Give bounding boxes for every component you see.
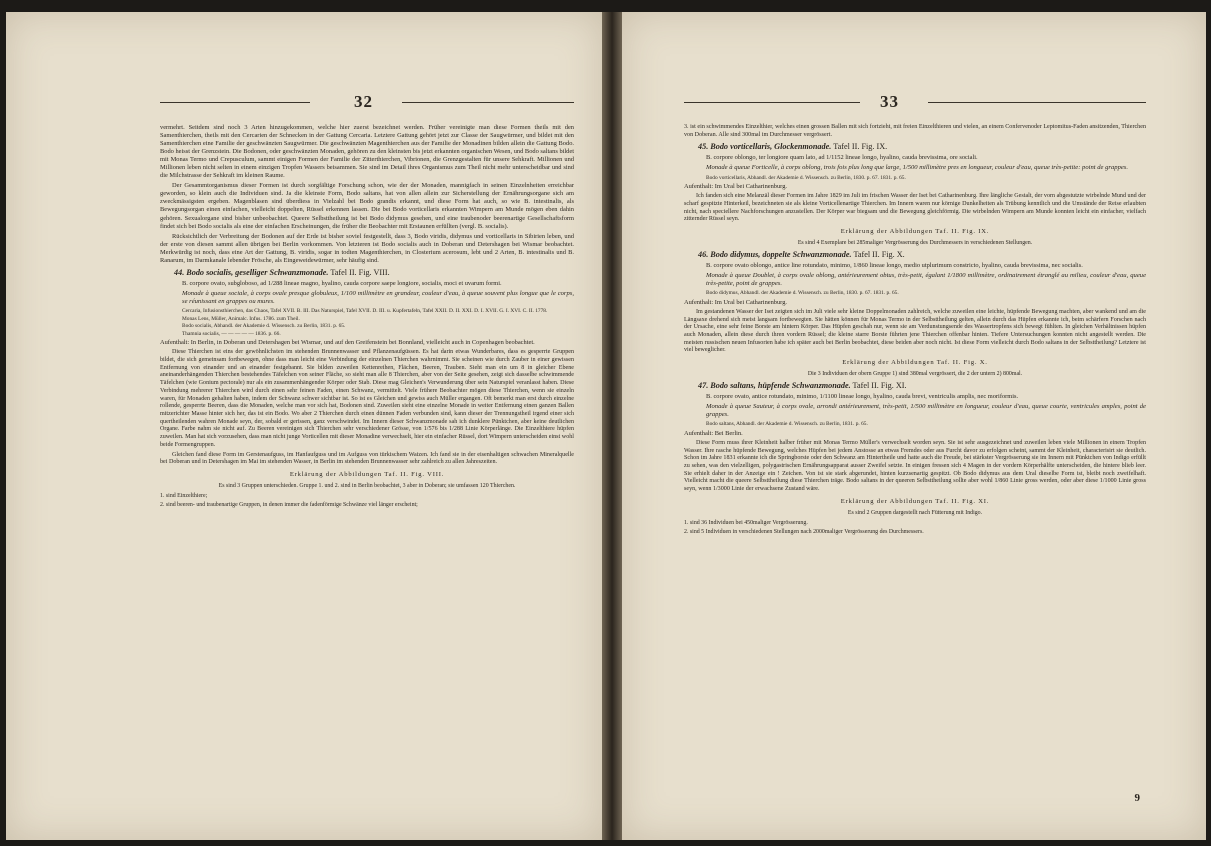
literature-reference: Cercaria, Infusionsthierchen, das Chaos, Tafel XVII. B. III. Das Naturspiel, Tafel XVII. D. III. u. Kupfertafeln, Tafel XXII. D. II. XXI. D. I. XVII. G. I. XVI. C. II. 1778. [182,307,548,314]
right-page [622,12,1206,840]
figure-explanation: Es sind 2 Gruppen dargestellt nach Fütterung mit Indigo. [847,509,983,516]
section-heading-44 [174,268,574,278]
figure-explanation: Die 3 Individuen der obern Gruppe 1) sind 380mal vergrössert, die 2 der untern 2) 800mal. [807,371,1023,378]
left-page-header [6,92,602,114]
paragraph: Gleichen fand diese Form im Gerstenaufguss, im Hanfaufguss und im Aufguss von türkischem Waizen. Ich fand sie in der eisenhaltigen schwachen Mineralquelle bei Doberan und in Detershagen im Mai im stehenden Wasser, in Berlin im stehenden Brunnenwasser sehr zahlreich zu allen Jahreszeiten. [160,451,574,466]
paragraph: Rücksichtlich der Verbreitung der Bodonen auf der Erde ist bisher soviel festgestellt, dass 3, Bodo viridis, didymus und vorticellaris in Sibirien leben, und der erste von diesen sammt allen übrigen bei Berlin vorkommen. Von letzteren ist Bodo socialis auch in Doberan und Detershagen bei Wismar beobachtet. Merkwürdig ist noch, dass eine Art der Gattung, B. viridis, sogar in todten Magenthierchen, in Closterium acerosum, lebt und 2 Arten, B. intestinalis und B. Ranarum, im Darmkanale lebender Frösche, als Eingeweidewürmer, sehr häufig sind. [160,232,574,264]
latin-diagnosis: B. corpore ovato, subgloboso, ad 1/288 lineae magno, hyalino, cauda corpore saepe longiore, socialis, moci et uvarum formi. [182,279,502,287]
habitat: Aufenthalt: In Berlin, in Doberan und Detershagen bei Wismar, und auf den Greifenstein bei Bonnland, vielleicht auch in Copenhagen beobachtet. [160,339,535,347]
plate-reference: Tafel II. Fig. XI. [852,381,907,391]
section-title: 46. Bodo didymus, doppelte Schwanzmonade. [698,250,852,260]
paragraph: Diese Form muss ihrer Kleinheit halber früher mit Monas Termo Müller's verwechselt worden seyn. Sie ist sehr ausgezeichnet und zuweilen leben viele Millionen in einem Tropfen Wasser. Ihre rasche hüpfende Bewegung, welches Hüpfen bei jedem Anstosse an etwas Fremdes oder aus Furcht davor zu erfolgen scheint, sammt der Kleinheit, characterisirt sie deutlich. Schon im Jahre 1831 erkannte ich die Springborste oder den Schwanz am Hintertheile und hatte auch die Freude, bei stärkster Vergrösserung sie im Innern mit Pünktchen von Indigo erfüllt zu sehen, was den vielzelligen, polygastrischen Ernährungsapparat ausser Zweifel setzte. In einigen fressen sich 4 Magen in der vordern Körperhälfte unterscheiden, die hintere blieb leer. Sie erhielt daher in der Anzeige ein ! Zeichen. Von ist sie stark abgerundet, hinten kurzsenartig gespitzt. Ob Bodo didymus aus dem Ural dieselbe Form ist, bleibt noch zweifelhaft. Vielleicht macht die queere Selbsttheilung diese Thierchen träge. Bodo saltans in der queeren Selbsttheilung sollte aber wohl 1/860 Linie gross werden, oder aber diese 1/1000 Linie gross seyn, wenn 1/3000 Linie der erwachsene Zustand wäre. [684,439,1146,493]
french-diagnosis: Monade à queue Sauteur, à corps ovale, arrondi antérieurement, très-petit, 1/500 millimètre en longueur, couleur d'eau, queue courte, ventricules amples, point de grappes. [706,403,1146,419]
list-item: 1. sind Einzelthiere; [160,493,208,499]
section-heading-45 [698,142,1146,152]
french-diagnosis: Monade à queue Doublet, à corps ovale oblong, antérieurement obtus, très-petit, égalant 1/1800 millimètre, ordinairement étranglé au milieu, couleur d'eau, queue très-petite, point de grappes. [706,272,1146,288]
page-number: 32 [348,92,379,112]
section-title: 44. Bodo socialis, geselliger Schwanzmonade. [174,267,329,277]
left-text-column [160,124,574,510]
printer-signature: 9 [1134,792,1140,804]
paragraph: vermehrt. Seitdem sind noch 3 Arten hinzugekommen, welche hier zuerst bezeichnet werden. Früher vereinigte man diese Formen theils mit den Samenthierchen, theils mit den Cercarien der Schnecken in der Gattung Cercaria. Letztere Gattung gehört jetzt zur Classe der Saugwürmer, und bildet mit den Samenthierchen eine Familie der geschwänzten Saugwürmer. Die geschwänzten Magenthierchen aus der Familie der Monadinen bilden allein die Gattung Bodo. Bodo heisst der Grenzstein. Die Bodonen, oder geschwänzten Monaden, gehören zu den kleinsten bis jetzt erkannten organischen Wesen, und Bodo saltans bildet mit Monas Termo und Crepusculum, sammt einigen Formen der Familie der Zitterthierchen, Vibrionen, die Grenzgestalten für unsere Sehkraft. Millionen und Millionen leben nicht selten in einem einzigen Tropfen Wassers beisammen. Sie sind im Detail ihres Organismus zum Theil nicht mehr unterscheidbar und sind die Milchstrasse der Sehkraft im kleinen Raume. [160,124,574,180]
paragraph: Diese Thierchen ist eins der gewöhnlichsten im stehenden Brunnenwasser und Pflanzenaufgüssen. Es hat darin etwas Wunderbares, dass es gesperrte Gruppen bildet, die sich gemeinsam fortbewegen, ohne dass man leicht eine Verbindung der einzelnen Thierchen wahrnimmt. Sie scheinen wie durch Zauber in einer gewissen Entfernung von einander und an einander festgebannt. Sie bilden zuweilen Kettenreihen, Flächen, Beeren, Trauben. Sieht man ein um 8 in gleicher Ebene aneinanderhängenden Thierchen bestehendes Täfelchen von seiner Fläche, so sieht man alle 8 Thierchen, aber von der Seite gesehen, zeigt sich dasselbe schwimmende Täfelchen (wie Gonium pectorale) nur als ein zusammenhängender Körper oder Stab. Diese mag Gleichen's Verwunderung über sein Naturspiel veranlasst haben. Diese Verbindung mehrerer Thierchen wird durch einen sehr feinen Faden, einen Schwanz, vermittelt. Viele frühere Beobachter mögen diese Thierchen, wenn sie einzeln waren, für Monaden gehalten haben, indem der Schwanz schwer sichtbar ist. So ist es Gleichen und gewiss auch Müller ergangen. Oft bemerkt man erst durch einzelne rollende, gesperrte Beeren, dass die Monaden, welche man vor sich hat, Bodonen sind. Zuweilen sieht eine einzelne Monade in weiter Entfernung einen ganzen Ballen mitzerichter Masse hinter sich her, das ist ein Bodo. Wo aber 2 Thierchen durch einen dünnen Faden verbunden sind, kann dieser der Trennungstheil irgend einer sich quertheilenden wahren Monade seyn, der, sobald er gerissen, ganz verschwindet. Im Innern dieser Schwanzmonade sah ich dunklere Pünktchen, aber keine deutlichen Organe. Farbe nahm sie nicht auf. Zu Beeren vereinigen sich Thierchen sehr verschiedener Grösse, von 1/576 bis 1/288 Linie Körperlänge. Die Einzelthiere hüpfen zuweilen. Man hat sich vorzusehen, dass man nicht junge Vorticellen mit dieser Monadine verwechselt, hier ein einfacher Rüssel, dort Wimpern unterscheiden einst wohl beide Formengruppen. [160,349,574,448]
latin-diagnosis: B. corpore ovato oblongo, antice line rotundato, minimo, 1/860 lineae longo, medio utplurimum constricto, hyalino, cauda brevissima, nec socialis. [706,262,1083,270]
paragraph: Ich fanden sich eine Melanzäl dieser Formen im Jahre 1829 im Juli im frischen Wasser der Iset bei Catharinenburg. Ihre längliche Gestalt, der vorn abgestutzte wirbelnde Mund und der scharf gespitzte Hinterkeil, bezeichneten sie als kleine Vorticellenartige Thierchen. Im Innern waren nur körnige Dunkelheiten als Trübung kenntlich und die Umstände der Reise erlaubten nicht, nach speciellere Nachforschungen anzustellen. Der Körper war biegsam und die Bewegung gleichförmig. Die wirbelnden Wimpern am Munde konnten leicht ein einfacher, vielfach zitternder Rüssel seyn. [684,193,1146,223]
french-diagnosis: Monade à queue sociale, à corps ovale presque globuleux, 1/100 millimètre en grandeur, couleur d'eau, à queue souvent plus longue que le corps, se réunissant en grappes ou mures. [182,289,574,305]
french-diagnosis: Monade à queue Forticelle, à corps oblong, trois fois plus long que large, 1/500 millimètre pres en longueur, couleur d'eau, queue très-petite: point de grappes. [706,164,1129,172]
section-title: 47. Bodo saltans, hüpfende Schwanzmonade. [698,381,851,391]
list-item: 2. sind 5 Individuen in verschiedenen Stellungen nach 2000maliger Vergrösserung des Durchmessers. [684,528,924,535]
book-gutter [602,12,622,840]
list-item: 2. sind beeren- und traubenartige Gruppen, in denen immer die fadenförmige Schwänze viel länger erscheint; [160,502,418,509]
right-page-header [622,92,1206,114]
header-rule [402,102,574,103]
figure-explanation-heading: Erklärung der Abbildungen Taf. II. Fig. XI. [840,497,990,505]
literature-reference: Bodo vorticellaris, Abhandl. der Akademie d. Wissensch. zu Berlin, 1830. p. 67. 1831. p. 65. [706,174,906,181]
plate-reference: Tafel II. Fig. IX. [833,142,888,152]
literature-reference: Thamnia socialis, — — — — — 1836. p. 66. [182,330,281,337]
paragraph: Im gestandenen Wasser der Iset zeigten sich im Juli viele sehr kleine Doppelmonaden zahlreich, welche zuweilen eine leichte, hüpfende Bewegung machten, aber wankend und am die Längsaxe drehend sich meist langsam fortbewegten. Sie hätten können für Monas Termo in der Selbsttheilung gelten, allein durch das Hüpfen erkannte ich, beim schärfern Forschen nach der Ursache, eine sehr feine Borste am hintern Körper. Das Hüpfen geschah nur, wenn sie am Verdunstungsende des Wassertropfens sich bewegt fühlten. In gleichen Verhältnissen hüpfen auch Monaden, allein diese durch ihren vordern Rüssel; die kleine starre Borste führten jene Thierchen offenbar hinten. Tiefere Untersuchungen konnten nicht angestellt werden. Die meisten russischen neuen Infusorien habe ich später auch bei Berlin beobachtet, diese beiden aber noch nicht. Ist diese Form vielleicht durch Bodo saltans in der Selbsttheilung? Letztere ist viel beweglicher. [684,308,1146,354]
paragraph: Der Gesammtorganismus dieser Formen ist durch sorgfältige Forschung schon, wie der der Monaden, mannigfach in seinen Einzelnheiten erreichbar geworden, so klein auch die Individuen sind. Ja die kleinste Form, Bodo saltans, hat von allen allein zur Sicherstellung der Ernährungsorgane sich am zweckmässigsten ergeben. Magenblasen sind überdiess in Vielzahl bei Bodo grandis erkannt, und diese Form hat auch, so wie B. intestinalis, als Bewegungsorgan einen einfachen, vielleicht doppelten, Rüssel erkennen lassen. Die bei Bodo vorticellaris erkannten Wimpern am Munde mögen eben dahin gehören. Sexualorgane sind bisher unbeobachtet. Queere Selbsttheilung ist bei Bodo didymus gesehen, und eine traubenoder beerenartige Gesellschaftsform findet sich bei Bodo socialis als eine der einfachen Erscheinungen, die früher die Beobachter mit Erstaunen erfüllten (vergl. B. socialis). [160,182,574,230]
plate-reference: Tafel II. Fig. VIII. [330,267,390,277]
section-heading-47 [698,381,1146,391]
literature-reference: Bodo didymus, Abhandl. der Akademie d. Wissensch. zu Berlin, 1830. p. 67. 1831. p. 65. [706,290,899,297]
paragraph: 3. ist ein schwimmendes Einzelthier, welches einen grossen Ballen mit sich fortzieht, mit freien Einzelthieren und vielen, an einem Confervenoder Leptomitus-Faden ansitzenden, Thierchen von Doberan. Alle sind 300mal im Durchmesser vergrössert. [684,124,1146,138]
figure-explanation: Es sind 4 Exemplare bei 285maliger Vergrösserung des Durchmessers in verschiedenen Stellungen. [797,240,1033,246]
header-rule [684,102,860,103]
habitat: Aufenthalt: Bei Berlin. [684,429,743,437]
plate-reference: Tafel II. Fig. X. [853,250,905,260]
literature-reference: Bodo saltans, Abhandl. der Akademie d. Wissensch. zu Berlin, 1831. p. 65. [706,421,868,428]
latin-diagnosis: B. corpore ovato, antice rotundato, minimo, 1/1100 lineae longo, hyalino, cauda brevi, ventriculis amplis, nec moriformis. [706,393,1019,401]
figure-explanation-heading: Erklärung der Abbildungen Taf. II. Fig. VIII. [289,470,445,478]
figure-explanation-heading: Erklärung der Abbildungen Taf. II. Fig. X. [842,359,988,367]
figure-explanation-heading: Erklärung der Abbildungen Taf. II. Fig. IX. [840,227,990,235]
figure-explanation: Es sind 3 Gruppen unterschieden. Gruppe 1. und 2. sind in Berlin beobachtet, 3 aber in Doberan; sie umfassen 120 Thierchen. [218,482,516,489]
literature-reference: Bodo socialis, Abhandl. der Akademie d. Wissensch. zu Berlin, 1831. p. 65. [182,323,346,330]
right-text-column [684,124,1146,537]
habitat: Aufenthalt: Im Ural bei Catharinenburg. [684,298,787,306]
list-item: 1. sind 36 Individuen bei 450maliger Vergrösserung. [684,519,808,526]
section-heading-46 [698,250,1146,260]
left-page [6,12,602,840]
header-rule [160,102,310,103]
habitat: Aufenthalt: Im Ural bei Catharinenburg. [684,183,787,191]
latin-diagnosis: B. corpore oblongo, ter longiore quam lato, ad 1/1152 lineae longo, hyalino, cauda brevissima, ore sociali. [706,154,978,162]
section-title: 45. Bodo vorticellaris, Glockenmonade. [698,142,832,152]
page-number: 33 [874,92,905,112]
header-rule [928,102,1146,103]
literature-reference: Monas Lens, Müller, Animalc. Infus. 1786. zum Theil. [182,315,300,322]
